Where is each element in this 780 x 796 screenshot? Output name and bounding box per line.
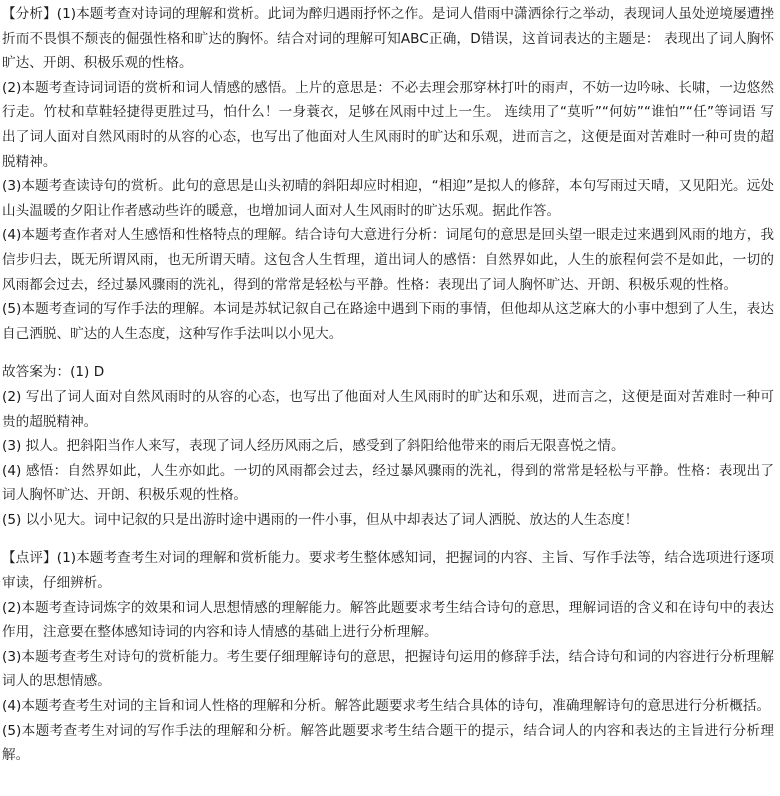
answer-paragraph-3: (3) 拟人。把斜阳当作人来写，表现了词人经历风雨之后，感受到了斜阳给他带来的雨后无限喜悦之情。	[2, 438, 625, 455]
comment-paragraph-4: (4)本题考查考生对词的主旨和词人性格的理解和分析。解答此题要求考生结合具体的诗句，准确理解诗句的意思进行分析概括。	[2, 698, 771, 715]
comment-paragraph-3: (3)本题考查考生对诗句的赏析能力。考生要仔细理解诗句的意思，把握诗句运用的修辞手法，结合诗句和词的内容进行分析理解词人的思想情感。	[2, 648, 774, 690]
analysis-paragraph-3: (3)本题考查读诗句的赏析。此句的意思是山头初晴的斜阳却应时相迎，“相迎”是拟人的修辞，本句写雨过天晴，又见阳光。远处山头温暖的夕阳让作者感动些许的暖意，也增加词人面对人生风雨时的旷达乐观。据此作答。	[2, 178, 774, 219]
comment-paragraph-5: (5)本题考查考生对词的写作手法的理解和分析。解答此题要求考生结合题干的提示，结合词人的内容和表达的主旨进行分析理解。	[2, 722, 774, 764]
section-spacer	[2, 532, 774, 546]
answer-section	[2, 360, 774, 532]
comment-paragraph-1: 【点评】(1)本题考查考生对词的理解和赏析能力。要求考生整体感知词，把握词的内容、主旨、写作手法等，结合选项进行逐项审读，仔细辨析。	[2, 550, 774, 592]
answer-paragraph-1: 故答案为：(1) D	[2, 364, 105, 381]
analysis-paragraph-1: 【分析】(1)本题考查对诗词的理解和赏析。此词为醉归遇雨抒怀之作。是词人借雨中潇洒徐行之举动，表现词人虽处逆境屡遭挫折而不畏惧不颓丧的倔强性格和旷达的胸怀。结合对词的理解可知ABC正确，D错误，这首词表达的主题是： 表现出了词人胸怀旷达、开朗、积极乐观的性格。	[2, 6, 774, 72]
answer-paragraph-2: (2) 写出了词人面对自然风雨时的从容的心态，也写出了他面对人生风雨时的旷达和乐观，进而言之，这便是面对苦难时一种可贵的超脱精神。	[2, 388, 774, 430]
section-spacer	[2, 346, 774, 360]
analysis-section	[2, 2, 774, 346]
comment-paragraph-2: (2)本题考查诗词炼字的效果和词人思想情感的理解能力。解答此题要求考生结合诗句的意思，理解词语的含义和在诗句中的表达作用，注意要在整体感知诗词的内容和诗人情感的基础上进行分析理解。	[2, 599, 774, 641]
analysis-paragraph-5: (5)本题考查词的写作手法的理解。本词是苏轼记叙自己在路途中遇到下雨的事情，但他却从这芝麻大的小事中想到了人生，表达自己洒脱、旷达的人生态度，这种写作手法叫以小见大。	[2, 301, 774, 342]
comment-section	[2, 546, 774, 767]
answer-paragraph-5: (5) 以小见大。词中记叙的只是出游时途中遇雨的一件小事，但从中却表达了词人洒脱、放达的人生态度！	[2, 511, 639, 528]
analysis-paragraph-2: (2)本题考查诗词词语的赏析和词人情感的感悟。上片的意思是：不必去理会那穿林打叶的雨声，不妨一边吟咏、长啸，一边悠然行走。竹杖和草鞋轻捷得更胜过马，怕什么！一身蓑衣，足够在风雨中过上一生。 连续用了“莫听”“何妨”“谁怕”“任”等词语 写出了词人面对自然风雨时的从容的心态，也写出了他面对人生风雨时的旷达和乐观，进而言之，这便是面对苦难时一种可贵的超脱精神。	[2, 79, 774, 170]
analysis-paragraph-4: (4)本题考查作者对人生感悟和性格特点的理解。结合诗句大意进行分析：词尾句的意思是回头望一眼走过来遇到风雨的地方，我信步归去，既无所谓风雨，也无所谓天晴。这包含人生哲理，道出词人的感悟：自然界如此，人生的旅程何尝不是如此，一切的风雨都会过去，经过暴风骤雨的洗礼，得到的常常是轻松与平静。性格：表现出了词人胸怀旷达、开朗、积极乐观的性格。	[2, 227, 774, 293]
answer-paragraph-4: (4) 感悟：自然界如此，人生亦如此。一切的风雨都会过去，经过暴风骤雨的洗礼，得到的常常是轻松与平静。性格：表现出了词人胸怀旷达、开朗、积极乐观的性格。	[2, 462, 774, 504]
